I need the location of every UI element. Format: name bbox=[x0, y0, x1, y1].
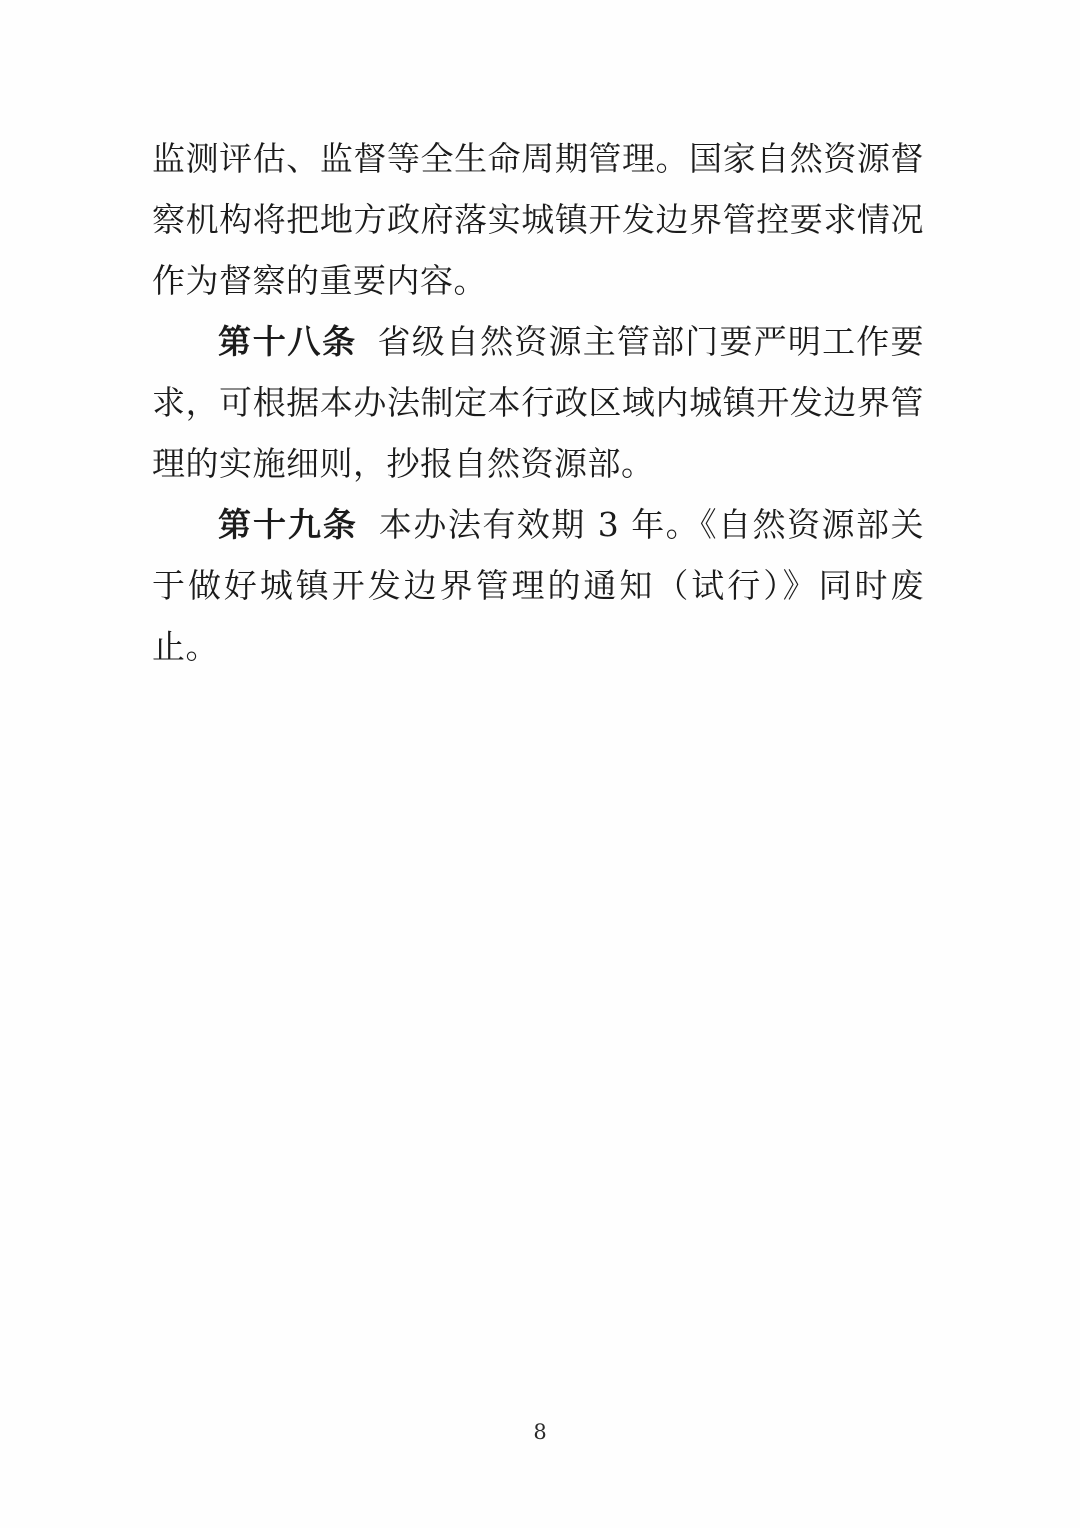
page-number: 8 bbox=[533, 1420, 547, 1444]
paragraph-text: 省级自然资源主管部门要严明工作要求，可根据本办法制定本行政区域内城镇开发边界管理的实施细则，抄报自然资源部。 bbox=[152, 322, 925, 483]
document-body bbox=[152, 128, 924, 677]
paragraph-text: 本办法有效期 3 年。《自然资源部关于做好城镇开发边界管理的通知（试行）》同时废止。 bbox=[152, 505, 925, 666]
paragraph-text: 监测评估、监督等全生命周期管理。国家自然资源督察机构将把地方政府落实城镇开发边界管控要求情况作为督察的重要内容。 bbox=[152, 139, 924, 300]
paragraph-article-18 bbox=[152, 311, 924, 494]
paragraph-article-19 bbox=[152, 494, 924, 677]
article-label-19: 第十九条 bbox=[218, 505, 358, 544]
paragraph-monitoring bbox=[152, 128, 924, 311]
article-label-18: 第十八条 bbox=[218, 322, 357, 361]
